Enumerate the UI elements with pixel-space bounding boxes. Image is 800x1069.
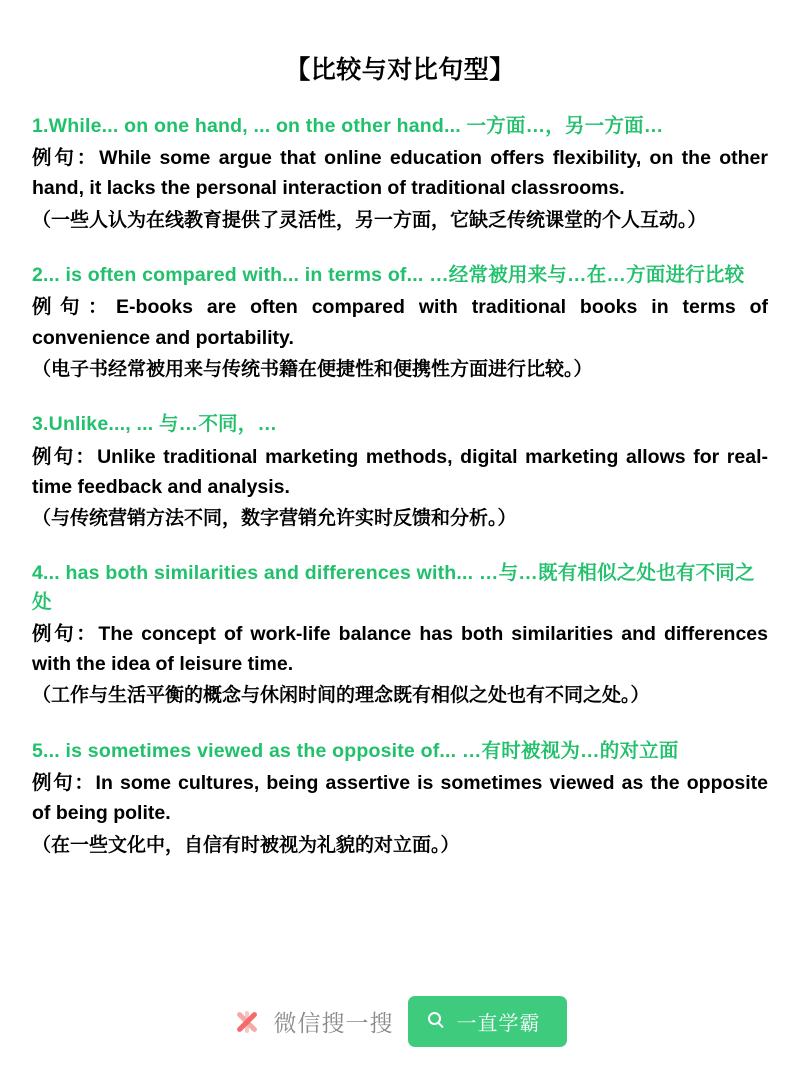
wechat-sparkle-icon: [234, 1009, 260, 1035]
entry-example-en: 例句：E-books are often compared with traditional books in terms of convenience and portability.: [32, 296, 768, 349]
entry-example-cn: （与传统营销方法不同，数字营销允许实时反馈和分析。）: [32, 507, 517, 529]
sentence-entry: [32, 737, 768, 860]
search-icon: [428, 1012, 447, 1031]
sentence-entry: [32, 112, 768, 235]
footer-bar: [0, 996, 800, 1047]
entry-example-cn: （电子书经常被用来与传统书籍在便捷性和便携性方面进行比较。）: [32, 358, 593, 380]
entry-example-cn: （在一些文化中，自信有时被视为礼貌的对立面。）: [32, 834, 460, 856]
entry-heading: 2... is often compared with... in terms of... …经常被用来与…在…方面进行比较: [32, 264, 745, 287]
wechat-search-label: 微信搜一搜: [273, 1010, 394, 1036]
sentence-entry: [32, 410, 768, 533]
entry-example-en: 例句：Unlike traditional marketing methods, digital marketing allows for real-time feedback and analysis.: [32, 445, 768, 498]
entry-example-cn: （工作与生活平衡的概念与休闲时间的理念既有相似之处也有不同之处。）: [32, 685, 650, 707]
entry-example-en: 例句：The concept of work-life balance has both similarities and differences with the idea of leisure time.: [32, 622, 768, 676]
entry-heading: 3.Unlike..., ... 与…不同，…: [32, 413, 278, 436]
entry-example-en: 例句：In some cultures, being assertive is sometimes viewed as the opposite of being polite.: [32, 772, 768, 825]
search-keyword-button[interactable]: [408, 996, 567, 1047]
page-title: 【比较与对比句型】: [285, 56, 515, 84]
entry-heading: 4... has both similarities and differences with... …与…既有相似之处也有不同之处: [32, 562, 755, 613]
wechat-search-widget[interactable]: [228, 996, 573, 1047]
search-keyword-label: 一直学霸: [456, 1013, 541, 1035]
entry-heading: 1.While... on one hand, ... on the other hand... 一方面…，另一方面…: [32, 115, 664, 137]
sentence-entry: [32, 559, 768, 710]
entry-example-en: 例句：While some argue that online education offers flexibility, on the other hand, it lacks the personal interaction of traditional classrooms.: [32, 147, 768, 200]
sentence-entry: [32, 261, 768, 384]
entry-heading: 5... is sometimes viewed as the opposite of... …有时被视为…的对立面: [32, 739, 679, 762]
entry-example-cn: （一些人认为在线教育提供了灵活性，另一方面，它缺乏传统课堂的个人互动。）: [32, 209, 707, 231]
